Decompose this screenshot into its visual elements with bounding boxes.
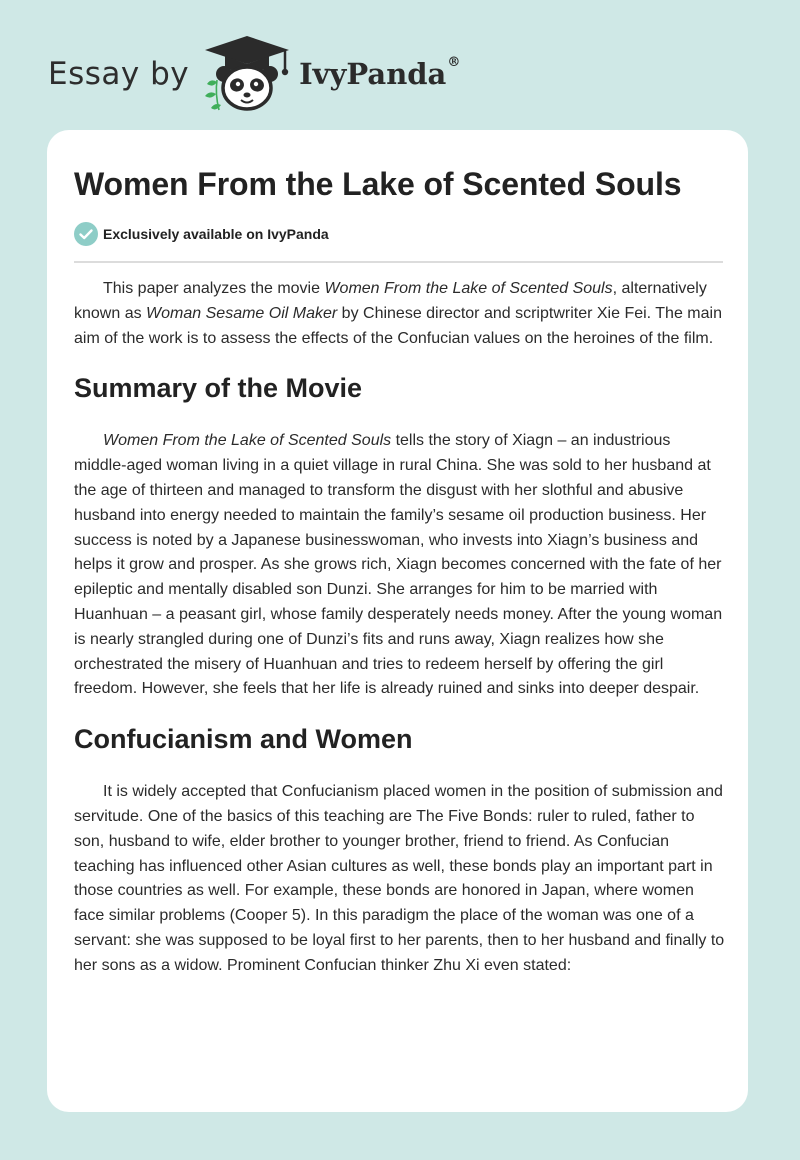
brand-header: [48, 34, 460, 114]
confucianism-paragraph: It is widely accepted that Confucianism placed women in the position of submission and servitude. One of the basics of this teaching are The Five Bonds: ruler to ruled, father to son, husband to wife, elder brother to younger brother, friend to friend. As Confucian teaching has influenced other Asian cultures as well, these bonds play an important part in those countries as well. For example, these bonds are honored in Japan, where women face similar problems (Cooper 5). In this paradigm the place of the woman was one of a servant: she was supposed to be loyal first to her parents, then to her husband and finally to her sons as a widow. Prominent Confucian thinker Zhu Xi even stated:: [74, 783, 725, 974]
brand-name: [299, 57, 460, 91]
intro-text-1: This paper analyzes the movie: [103, 280, 325, 297]
summary-paragraph: [74, 429, 726, 702]
essay-title: Women From the Lake of Scented Souls: [74, 166, 682, 202]
intro-text-2: , alternatively known as: [74, 280, 707, 322]
essay-card: [47, 130, 748, 1112]
title-divider: [74, 261, 723, 263]
intro-italic-title: Women From the Lake of Scented Souls: [324, 280, 613, 297]
summary-text: tells the story of Xiagn – an industrious middle-aged woman living in a quiet village in rural China. She was sold to her husband at the age of thirteen and managed to transform the disgust with her slothful and abusive husband into energy needed to maintain the family’s sesame oil production business. Her success is noted by a Japanese businesswoman, who invests into Xiagn’s business and helps it grow and prosper. As she grows rich, Xiagn becomes concerned with the fate of her epileptic and mentally disabled son Dunzi. She arranges for him to be married with Huanhuan – a peasant girl, whose family desperately needs money. After the young woman is nearly strangled during one of Dunzi’s fits and runs away, Xiagn realizes how she orchestrated the misery of Huanhuan and tries to redeem herself by offering the girl freedom. However, she feels that her life is already ruined and sinks into deeper despair.: [74, 432, 723, 698]
section-heading-confucianism: Confucianism and Women: [74, 724, 413, 755]
intro-paragraph: [74, 277, 726, 351]
panda-logo-icon: [201, 34, 293, 114]
brand-name-text: IvyPanda: [299, 57, 447, 91]
intro-italic-alt-title: Woman Sesame Oil Maker: [146, 304, 338, 322]
registered-mark: ®: [447, 55, 461, 70]
exclusive-badge: [74, 222, 329, 246]
summary-italic-title: Women From the Lake of Scented Souls: [103, 432, 392, 450]
exclusive-badge-text: Exclusively available on IvyPanda: [103, 226, 329, 242]
check-circle-icon: [74, 222, 98, 246]
section-heading-summary: Summary of the Movie: [74, 373, 363, 404]
brand-prefix: Essay by: [48, 56, 190, 92]
intro-text-3: by Chinese director and scriptwriter Xie Fei. The main aim of the work is to assess the effects of the Confucian values on the heroines of the film.: [74, 304, 722, 347]
essay-body: [74, 277, 726, 979]
